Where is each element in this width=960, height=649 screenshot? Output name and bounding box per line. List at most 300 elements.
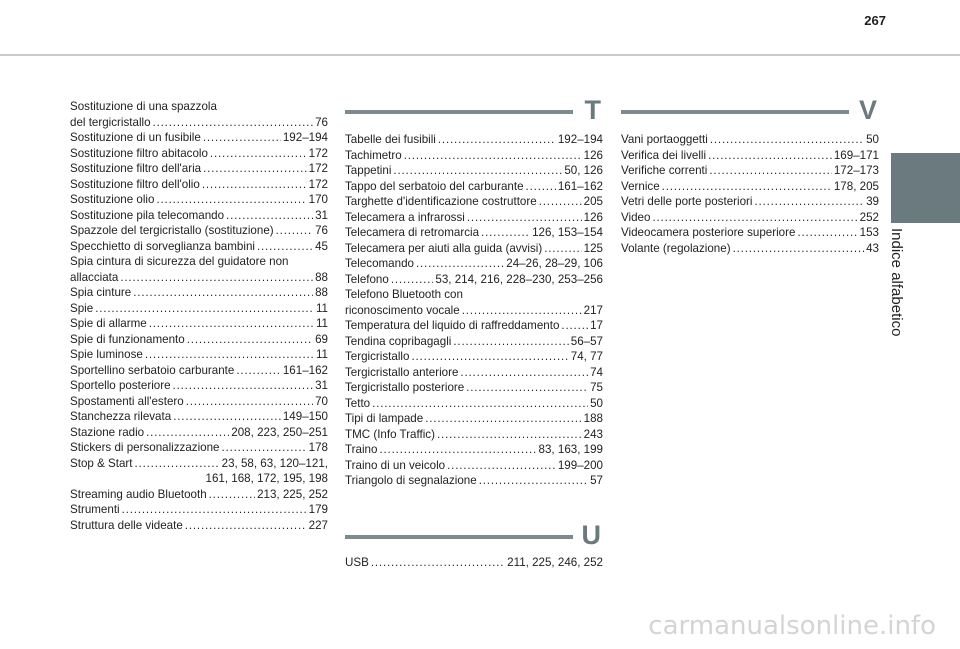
index-entry-pages: 213, 225, 252	[257, 487, 328, 501]
index-entry	[345, 132, 603, 148]
index-column-u	[345, 555, 603, 571]
index-entry-label: Tergicristallo	[345, 350, 410, 363]
index-entry-line	[70, 192, 328, 208]
index-entry-label: Tetto	[345, 396, 371, 410]
index-entry-label: Volante (regolazione)	[621, 241, 731, 255]
index-entry-pages: 69	[315, 332, 328, 346]
index-entry-line	[70, 502, 328, 518]
index-entry-line	[345, 272, 603, 288]
dot-leader	[153, 115, 314, 131]
index-entry-label: Telecomando	[345, 257, 414, 270]
index-entry-label: Videocamera posteriore superiore	[621, 226, 796, 239]
index-entry	[70, 223, 328, 239]
index-entry-pages: 211, 225, 246, 252	[507, 556, 603, 569]
index-entry	[345, 442, 603, 458]
section-letter: U	[581, 520, 601, 550]
index-entry-pages: 88	[315, 286, 328, 299]
index-entry-line	[70, 363, 328, 379]
index-entry-line	[345, 458, 603, 474]
index-entry-line	[621, 225, 879, 241]
index-entry-line	[70, 440, 328, 456]
index-entry	[345, 411, 603, 427]
index-entry	[621, 210, 879, 226]
index-entry-pages: 23, 58, 63, 120–121,	[221, 456, 328, 470]
dot-leader	[479, 473, 588, 489]
index-entry-pages: 57	[590, 474, 603, 487]
dot-leader	[526, 179, 556, 195]
index-entry-label: TMC (Info Traffic)	[345, 427, 435, 441]
index-entry-label: Telecamera per aiuti alla guida (avvisi)	[345, 241, 543, 255]
dot-leader	[133, 285, 313, 301]
index-entry	[345, 256, 603, 272]
index-entry-pages: 88	[315, 270, 328, 284]
index-entry-label: Tappo del serbatoio del carburante	[345, 179, 524, 193]
dot-leader	[122, 502, 307, 518]
page-number: 267	[864, 13, 886, 28]
index-entry-pages: 53, 214, 216, 228–230, 253–256	[435, 272, 603, 286]
dot-leader	[411, 349, 568, 365]
index-entry-pages: 217	[583, 303, 603, 317]
index-entry-pages: 126	[583, 210, 603, 224]
index-entry-pages: 149–150	[282, 410, 328, 423]
index-entry	[70, 177, 328, 193]
index-entry-label: Stop & Start	[70, 456, 133, 470]
index-entry-line	[621, 163, 879, 179]
dot-leader	[797, 225, 857, 241]
index-entry	[621, 225, 879, 241]
index-entry-pages-continued: 161, 168, 172, 195, 198	[205, 472, 328, 485]
index-entry-line	[70, 208, 328, 224]
index-entry-pages: 83, 163, 199	[538, 443, 603, 456]
index-entry	[70, 487, 328, 503]
index-entry	[70, 518, 328, 534]
section-letter: T	[584, 95, 601, 125]
index-entry-pages: 56–57	[570, 334, 603, 348]
index-entry-label: Vetri delle porte posteriori	[621, 195, 753, 208]
index-entry-label: Specchietto di sorveglianza bambini	[70, 239, 255, 253]
index-entry-pages: 76	[315, 115, 328, 129]
index-entry-label: Spie di allarme	[70, 317, 147, 330]
index-entry-line	[345, 148, 603, 164]
index-entry	[70, 130, 328, 146]
dot-leader	[466, 380, 588, 396]
index-entry-label: Tipi di lampade	[345, 412, 424, 425]
index-entry-label: Sportello posteriore	[70, 379, 171, 392]
index-entry	[345, 334, 603, 350]
index-entry	[345, 225, 603, 241]
index-entry-line	[345, 442, 603, 458]
dot-leader	[276, 223, 313, 239]
dot-leader	[710, 132, 864, 148]
index-entry	[345, 210, 603, 226]
side-tab-label-box	[888, 228, 918, 348]
index-entry-label: Tergicristallo posteriore	[345, 381, 465, 394]
index-entry-pages: 43	[866, 241, 879, 255]
index-entry-label: Traino	[345, 443, 378, 456]
index-entry-line	[345, 256, 603, 272]
index-entry-pages: 161–162	[282, 363, 328, 377]
index-entry-pages: 178, 205	[833, 179, 879, 193]
index-entry-pages: 243	[583, 427, 603, 441]
dot-leader	[203, 130, 281, 146]
dot-leader	[544, 241, 581, 257]
index-entry-pages: 161–162	[557, 179, 603, 193]
index-entry	[345, 241, 603, 257]
index-entry-label: Tergicristallo anteriore	[345, 365, 459, 379]
index-entry	[70, 394, 328, 410]
index-entry	[621, 163, 879, 179]
index-entry-pages: 31	[315, 379, 328, 392]
dot-leader	[135, 456, 220, 472]
index-entry-line	[345, 396, 603, 412]
index-entry-line	[345, 194, 603, 210]
index-entry-label: Triangolo di segnalazione	[345, 474, 477, 487]
dot-leader	[187, 332, 313, 348]
index-entry	[70, 332, 328, 348]
index-entry	[70, 161, 328, 177]
index-entry-line	[70, 239, 328, 255]
index-entry-label: Spie di funzionamento	[70, 332, 185, 346]
dot-leader	[149, 316, 314, 332]
index-entry-label: Spie luminose	[70, 348, 143, 361]
index-entry-pages: 172	[308, 162, 328, 175]
index-entry	[70, 146, 328, 162]
index-entry-line	[70, 409, 328, 425]
index-entry-pages: 153	[859, 226, 879, 239]
index-entry-pages: 208, 223, 250–251	[231, 425, 328, 439]
index-entry-pages: 76	[315, 224, 328, 237]
index-entry	[345, 555, 603, 571]
index-entry-line	[345, 179, 603, 195]
index-entry	[345, 272, 603, 288]
index-entry-pages: 169–171	[833, 148, 879, 162]
index-entry-pages: 31	[315, 208, 328, 222]
index-entry-pages: 126, 153–154	[532, 226, 603, 239]
index-column-v	[621, 132, 879, 256]
index-entry-pages: 172	[308, 177, 328, 191]
index-entry	[70, 115, 328, 131]
index-entry-label: Stickers di personalizzazione	[70, 441, 220, 454]
index-entry	[345, 365, 603, 381]
section-tab-marker	[891, 153, 960, 223]
index-entry-pages: 24–26, 28–29, 106	[506, 257, 603, 270]
index-entry-label: Spostamenti all'estero	[70, 394, 184, 408]
index-entry-label: Telefono Bluetooth con	[345, 288, 463, 301]
index-entry-line	[345, 334, 603, 350]
index-entry	[345, 303, 603, 319]
dot-leader	[652, 210, 857, 226]
index-entry-line	[345, 163, 603, 179]
index-entry-line	[70, 301, 328, 317]
dot-leader	[447, 458, 556, 474]
section-heading-t	[345, 97, 603, 127]
index-entry-line	[70, 223, 328, 239]
index-entry-label: Video	[621, 210, 651, 224]
index-entry	[345, 318, 603, 334]
dot-leader	[145, 347, 314, 363]
index-entry-line	[70, 378, 328, 394]
index-entry-pages: 74	[590, 365, 603, 379]
index-entry-line	[621, 132, 879, 148]
index-entry-line	[345, 210, 603, 226]
dot-leader	[222, 440, 307, 456]
index-entry-line	[621, 210, 879, 226]
index-entry-label: Spie	[70, 301, 94, 315]
dot-leader	[202, 177, 307, 193]
index-entry	[621, 241, 879, 257]
index-entry-pages: 50	[590, 396, 603, 410]
index-entry-label: Vernice	[621, 179, 660, 193]
index-entry-label: Sostituzione di un fusibile	[70, 131, 201, 144]
index-entry	[345, 349, 603, 365]
index-entry-label: Traino di un veicolo	[345, 458, 446, 472]
index-entry	[345, 148, 603, 164]
index-entry-line	[70, 316, 328, 332]
index-entry-pages: 172	[308, 146, 328, 160]
index-entry-pages: 39	[866, 195, 879, 208]
index-entry-line	[70, 270, 328, 286]
index-entry	[345, 458, 603, 474]
index-entry-label: Streaming audio Bluetooth	[70, 487, 207, 501]
index-entry	[70, 316, 328, 332]
index-entry-line	[70, 146, 328, 162]
index-entry-pages: 188	[583, 412, 603, 425]
dot-leader	[257, 239, 313, 255]
dot-leader	[95, 301, 314, 317]
section-bar	[345, 110, 573, 114]
index-entry	[621, 194, 879, 210]
dot-leader	[146, 425, 229, 441]
index-entry-label: Telecamera a infrarossi	[345, 210, 465, 224]
index-entry	[345, 473, 603, 489]
index-entry-pages: 125	[583, 241, 603, 255]
index-entry-label: Spia cinture	[70, 286, 132, 299]
dot-leader	[733, 241, 865, 257]
index-entry-label: Sostituzione pila telecomando	[70, 208, 225, 222]
index-entry-pages: 45	[315, 239, 328, 253]
dot-leader	[481, 225, 530, 241]
index-entry-label: Tappetini	[345, 164, 392, 177]
dot-leader	[438, 132, 556, 148]
index-entry-label: allacciata	[70, 270, 119, 284]
index-entry-pages: 252	[859, 210, 879, 224]
index-entry-label: Temperatura del liquido di raffreddamento	[345, 319, 560, 332]
index-entry-pages: 172–173	[833, 164, 879, 177]
index-entry-label: Telecamera di retromarcia	[345, 226, 480, 239]
index-entry	[345, 194, 603, 210]
index-entry-line	[621, 179, 879, 195]
index-entry	[345, 396, 603, 412]
index-entry-line	[70, 115, 328, 131]
index-entry-label: Tabelle dei fusibili	[345, 133, 436, 146]
index-entry-line	[345, 303, 603, 319]
index-entry	[70, 285, 328, 301]
header-divider	[0, 54, 960, 56]
index-entry	[70, 347, 328, 363]
dot-leader	[391, 272, 434, 288]
index-entry	[345, 179, 603, 195]
index-entry-pages: 178	[308, 441, 328, 454]
index-column-t	[345, 132, 603, 489]
section-heading-v	[621, 97, 879, 127]
index-entry-line	[345, 225, 603, 241]
index-entry-pages: 179	[308, 503, 328, 516]
dot-leader	[371, 555, 505, 571]
index-entry-line	[70, 394, 328, 410]
index-entry-pages: 11	[315, 348, 328, 361]
dot-leader	[425, 411, 581, 427]
dot-leader	[393, 163, 562, 179]
index-entry-label: Strumenti	[70, 503, 120, 516]
index-entry	[621, 148, 879, 164]
dot-leader	[453, 334, 568, 350]
index-entry-pages: 199–200	[557, 458, 603, 472]
index-entry	[70, 456, 328, 487]
index-entry-label: Vani portaoggetti	[621, 133, 708, 146]
dot-leader	[539, 194, 582, 210]
dot-leader	[209, 487, 255, 503]
index-entry-line	[345, 318, 603, 334]
dot-leader	[185, 518, 307, 534]
index-entry-label: Sostituzione olio	[70, 193, 155, 206]
dot-leader	[173, 409, 281, 425]
index-entry-label: Sostituzione filtro dell'olio	[70, 177, 200, 191]
index-entry-label: riconoscimento vocale	[345, 303, 460, 317]
index-entry-label: Telefono	[345, 272, 389, 286]
index-entry-label: Sostituzione di una spazzola	[70, 100, 217, 113]
index-entry-line	[621, 194, 879, 210]
section-bar	[621, 110, 849, 114]
index-entry-line	[345, 473, 603, 489]
index-entry-label: Struttura delle videate	[70, 518, 183, 532]
index-entry-line	[621, 148, 879, 164]
index-entry-line	[70, 425, 328, 441]
index-entry	[621, 179, 879, 195]
index-entry-label: Tachimetro	[345, 148, 402, 162]
dot-leader	[236, 363, 281, 379]
dot-leader	[460, 365, 588, 381]
dot-leader	[709, 163, 832, 179]
dot-leader	[462, 303, 582, 319]
index-entry-label: USB	[345, 556, 369, 569]
index-entry	[70, 440, 328, 456]
dot-leader	[203, 161, 307, 177]
index-entry	[70, 363, 328, 379]
index-entry	[70, 239, 328, 255]
index-entry-line	[70, 285, 328, 301]
index-entry-line	[345, 411, 603, 427]
index-entry	[70, 409, 328, 425]
dot-leader	[754, 194, 864, 210]
index-entry	[70, 270, 328, 286]
index-entry-label: Sostituzione filtro dell'aria	[70, 162, 202, 175]
dot-leader	[379, 442, 536, 458]
index-entry-label: del tergicristallo	[70, 115, 151, 129]
index-entry-pages: 11	[315, 317, 328, 330]
index-entry	[70, 254, 328, 270]
index-entry-pages: 50, 126	[564, 164, 603, 177]
index-entry	[621, 132, 879, 148]
index-entry-line	[70, 487, 328, 503]
index-entry	[345, 427, 603, 443]
index-entry	[345, 163, 603, 179]
dot-leader	[120, 270, 313, 286]
index-entry	[70, 425, 328, 441]
index-entry-label: Stanchezza rilevata	[70, 410, 172, 423]
index-entry-pages: 170	[308, 193, 328, 206]
watermark: carmanualsonline.info	[648, 611, 936, 641]
dot-leader	[173, 378, 314, 394]
dot-leader	[708, 148, 832, 164]
index-entry-label: Sportellino serbatoio carburante	[70, 363, 235, 377]
dot-leader	[186, 394, 313, 410]
index-entry-line	[70, 161, 328, 177]
index-entry-label: Verifica dei livelli	[621, 148, 707, 162]
index-entry-label: Tendina copribagagli	[345, 334, 452, 348]
index-entry-line	[70, 518, 328, 534]
side-tab-label: Indice alfabetico	[888, 228, 905, 337]
index-column-s	[70, 99, 328, 533]
dot-leader	[404, 148, 582, 164]
index-entry-label: Spazzole del tergicristallo (sostituzione)	[70, 224, 274, 237]
index-entry-pages: 11	[315, 301, 328, 315]
section-letter: V	[858, 95, 877, 125]
index-entry-pages: 17	[590, 319, 603, 332]
index-entry-line	[70, 177, 328, 193]
index-entry-line	[345, 427, 603, 443]
dot-leader	[662, 179, 832, 195]
index-entry	[70, 208, 328, 224]
index-entry-line	[345, 365, 603, 381]
dot-leader	[372, 396, 588, 412]
index-entry-pages: 227	[308, 518, 328, 532]
index-entry	[70, 99, 328, 115]
index-entry-line	[70, 456, 328, 472]
index-entry-line	[70, 130, 328, 146]
index-entry-label: Verifiche correnti	[621, 164, 708, 177]
index-entry-pages: 192–194	[282, 131, 328, 144]
index-entry-pages: 70	[315, 394, 328, 408]
index-entry-line	[345, 241, 603, 257]
section-bar	[345, 535, 573, 539]
index-entry-line	[345, 380, 603, 396]
index-entry	[345, 287, 603, 303]
dot-leader	[437, 427, 582, 443]
index-entry	[70, 378, 328, 394]
index-entry-label: Sostituzione filtro abitacolo	[70, 146, 208, 160]
index-entry	[345, 380, 603, 396]
index-entry-label: Targhette d'identificazione costruttore	[345, 195, 537, 208]
dot-leader	[416, 256, 504, 272]
dot-leader	[156, 192, 306, 208]
index-entry-pages: 126	[583, 148, 603, 162]
index-entry-label: Stazione radio	[70, 425, 145, 439]
index-entry-pages: 75	[590, 381, 603, 394]
dot-leader	[226, 208, 313, 224]
index-entry-line	[345, 349, 603, 365]
index-entry-line	[70, 332, 328, 348]
index-entry-line	[345, 555, 603, 571]
index-entry-pages: 192–194	[557, 133, 603, 146]
dot-leader	[467, 210, 582, 226]
dot-leader	[210, 146, 307, 162]
index-entry	[70, 502, 328, 518]
index-entry-line	[70, 347, 328, 363]
index-entry-pages: 205	[583, 195, 603, 208]
index-entry-pages: 50	[866, 133, 879, 146]
index-entry	[70, 192, 328, 208]
index-entry-line	[345, 132, 603, 148]
